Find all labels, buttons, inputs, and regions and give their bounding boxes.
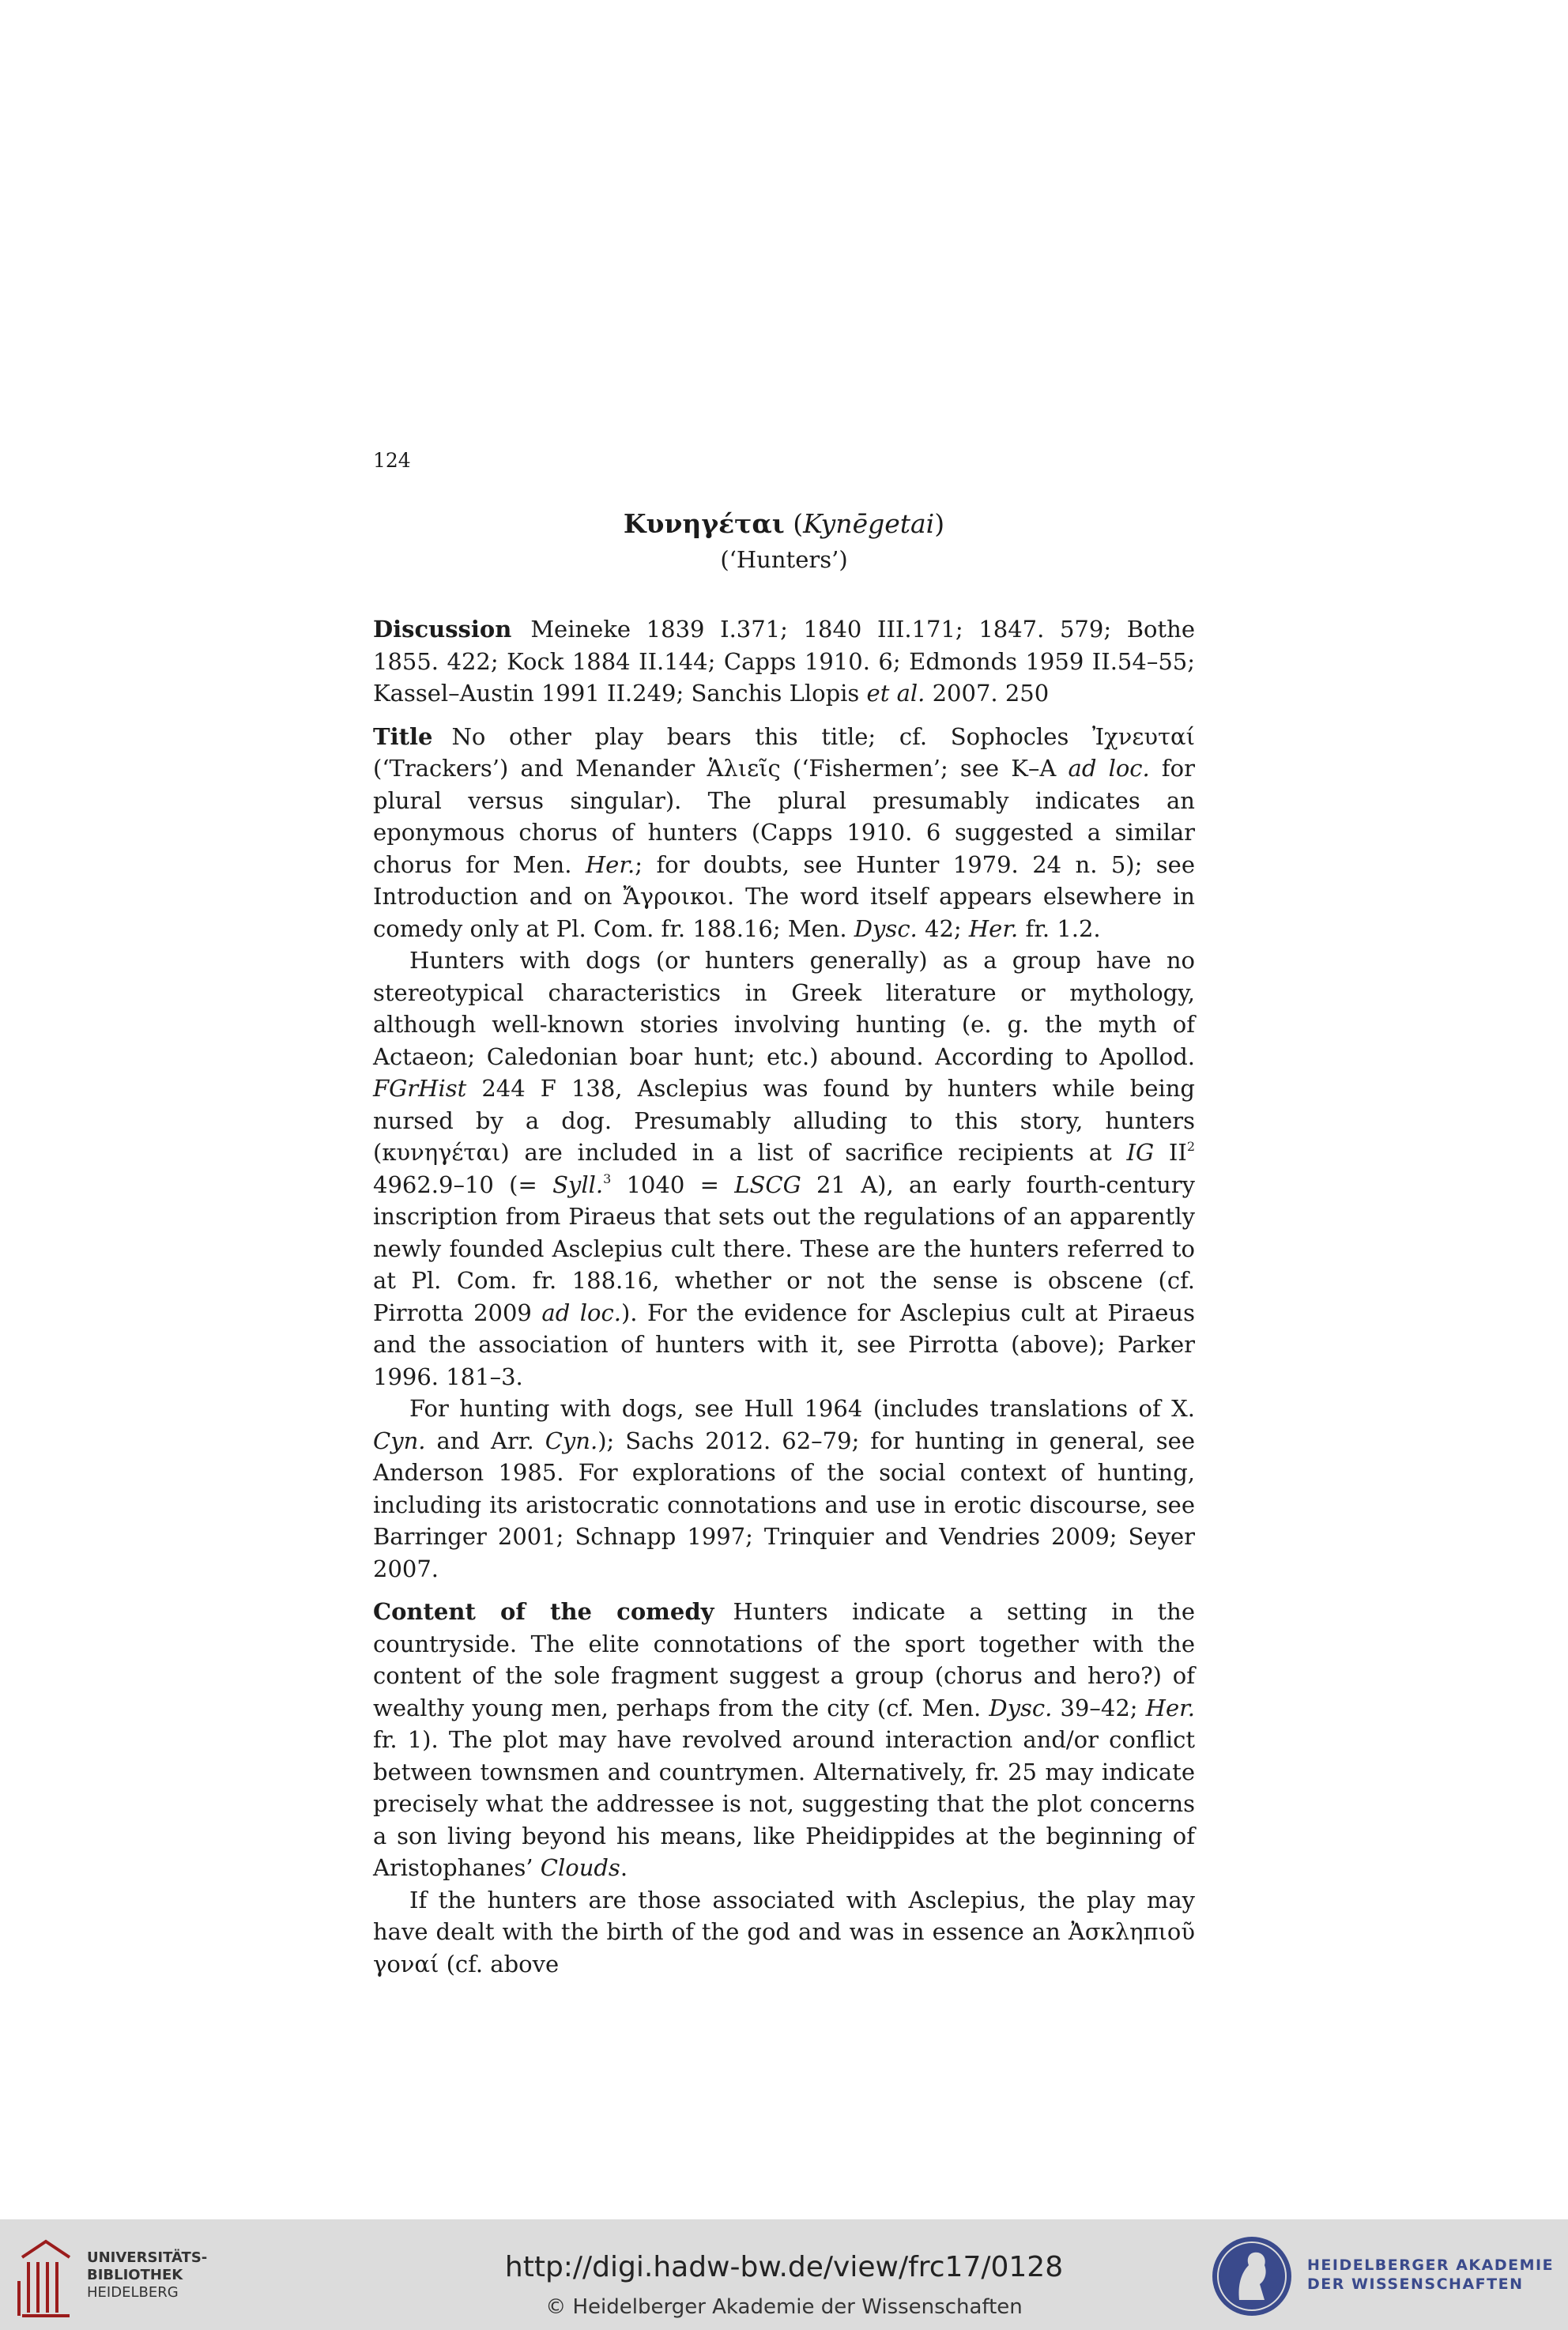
- text-run: If the hunters are those associated with Asclepius, the play may have dealt with the birth of the god and was in essence an Ἀσκληπιοῦ γοναί (cf. above: [373, 1886, 1195, 1977]
- italic-run: Dysc.: [854, 914, 918, 942]
- hunters-paragraph: [373, 944, 1195, 1393]
- library-line: UNIVERSITÄTS-: [87, 2249, 208, 2266]
- italic-run: IG: [1126, 1139, 1155, 1166]
- footer-bar: [0, 2219, 1568, 2330]
- text-run: and Arr.: [425, 1427, 545, 1454]
- content-label: Content of the comedy: [373, 1598, 714, 1625]
- commentary-body: [373, 613, 1195, 1980]
- text-run: No other play bears this title; cf. Sophocles Ἰχνευταί (‘Trackers’) and Menander Ἁλιεῖς (‘Fishermen’; see K–A: [373, 722, 1195, 782]
- discussion-section: [373, 613, 1195, 710]
- italic-run: ad loc.: [541, 1299, 621, 1326]
- italic-run: Dysc.: [989, 1694, 1053, 1721]
- content-section: [373, 1596, 1195, 1884]
- text-run: fr. 1). The plot may have revolved around interaction and/or conflict between townsmen and countrymen. Alternatively, fr. 25 may indicate precisely what the addressee is not, suggesting that the plot concerns a son living beyond his means, like Pheidippides at the beginning of Aristophanes’: [373, 1726, 1195, 1881]
- play-title-transliteration: Kynēgetai: [803, 508, 935, 539]
- text-run: fr. 1.2.: [1018, 914, 1101, 942]
- library-line: BIBLIOTHEK: [87, 2267, 183, 2283]
- text-run: ); Sachs 2012. 62–79; for hunting in general, see Anderson 1985. For explorations of the social context of hunting, including its aristocratic connotations and use in erotic discourse, see Barringer 2001; Schnapp 1997; Trinquier and Vendries 2009; Seyer 2007.: [373, 1427, 1195, 1582]
- text-run: 1040 =: [611, 1171, 735, 1198]
- footer-url-link[interactable]: http://digi.hadw-bw.de/view/frc17/0128: [504, 2251, 1064, 2283]
- italic-run: Her.: [585, 850, 635, 878]
- text-run: Meineke 1839 I.371; 1840 III.171; 1847. 579; Bothe 1855. 422; Kock 1884 II.144; Capps 1910. 6; Edmonds 1959 II.54–55; Kassel–Austin 1991 II.249; Sanchis Llopis: [373, 616, 1195, 707]
- title-section: [373, 721, 1195, 945]
- italic-run: Her.: [1145, 1694, 1196, 1721]
- academy-seal-icon: [1209, 2234, 1295, 2319]
- page-number: 124: [373, 449, 411, 472]
- text-run: 4962.9–10 (=: [373, 1171, 553, 1198]
- text-run: Hunters indicate a setting in the countryside. The elite connotations of the sport together with the content of the sole fragment suggest a group (chorus and hero?) of wealthy young men, perhaps from the city (cf. Men.: [373, 1598, 1195, 1721]
- academy-name: [1307, 2256, 1554, 2294]
- text-run: 39–42;: [1052, 1694, 1146, 1721]
- italic-run: Clouds: [540, 1854, 620, 1881]
- superscript: 3: [603, 1171, 612, 1186]
- italic-run: ad loc.: [1068, 755, 1150, 782]
- text-run: For hunting with dogs, see Hull 1964 (includes translations of X.: [409, 1395, 1195, 1422]
- italic-run: LSCG: [734, 1171, 801, 1198]
- superscript: 2: [1186, 1139, 1195, 1154]
- academy-line: HEIDELBERGER AKADEMIE: [1307, 2256, 1555, 2274]
- italic-run: FGrHist: [373, 1075, 467, 1102]
- play-title-translation: (‘Hunters’): [720, 546, 848, 573]
- discussion-label: Discussion: [373, 616, 512, 643]
- text-run: ; for doubts, see Hunter 1979. 24 n. 5); see Introduction and on Ἄγροικοι. The word itself appears elsewhere in comedy only at Pl. Com. fr. 188.16; Men.: [373, 850, 1196, 942]
- play-title: Κυνηγέται (Kynēgetai): [623, 508, 945, 539]
- italic-run: Cyn.: [373, 1427, 426, 1454]
- play-heading: [373, 506, 1195, 577]
- library-line: HEIDELBERG: [87, 2284, 179, 2301]
- text-run: .: [620, 1854, 628, 1881]
- text-run: II: [1154, 1139, 1187, 1166]
- text-run: 2007. 250: [925, 680, 1050, 707]
- translation-text: ‘Hunters’: [729, 546, 839, 573]
- text-run: for plural versus singular). The plural presumably indicates an eponymous chorus of hunters (Capps 1910. 6 suggested a similar chorus for Men.: [373, 755, 1195, 878]
- italic-run: Her.: [968, 914, 1019, 942]
- hunting-dogs-paragraph: [373, 1393, 1195, 1585]
- text-run: ). For the evidence for Asclepius cult at Piraeus and the association of hunters with it, see Pirrotta (above); Parker 1996. 181–3.: [373, 1299, 1195, 1390]
- italic-run: et al.: [866, 680, 925, 707]
- italic-run: Syll.: [552, 1171, 604, 1198]
- text-run: 21 A), an early fourth-century inscription from Piraeus that sets out the regulations of an apparently newly founded Asclepius cult there. These are the hunters referred to at Pl. Com. fr. 188.16, whether or not the sense is obscene (cf. Pirrotta 2009: [373, 1171, 1195, 1326]
- italic-run: Cyn.: [545, 1427, 598, 1454]
- text-run: 244 F 138, Asclepius was found by hunters while being nursed by a dog. Presumably alluding to this story, hunters (κυνηγέται) are included in a list of sacrifice recipients at: [373, 1075, 1195, 1166]
- footer-copyright: © Heidelberger Akademie der Wissenschaften: [545, 2295, 1023, 2319]
- text-run: 42;: [917, 914, 969, 942]
- asclepius-paragraph: [373, 1884, 1195, 1981]
- title-label: Title: [373, 722, 433, 750]
- play-title-greek: Κυνηγέται: [623, 508, 785, 539]
- academy-line: DER WISSENSCHAFTEN: [1307, 2275, 1524, 2293]
- text-run: Hunters with dogs (or hunters generally) as a group have no stereotypical characteristics in Greek literature or mythology, although well-known stories involving hunting (e. g. the myth of Actaeon; Caledonian boar hunt; etc.) abound. According to Apollod.: [373, 947, 1195, 1070]
